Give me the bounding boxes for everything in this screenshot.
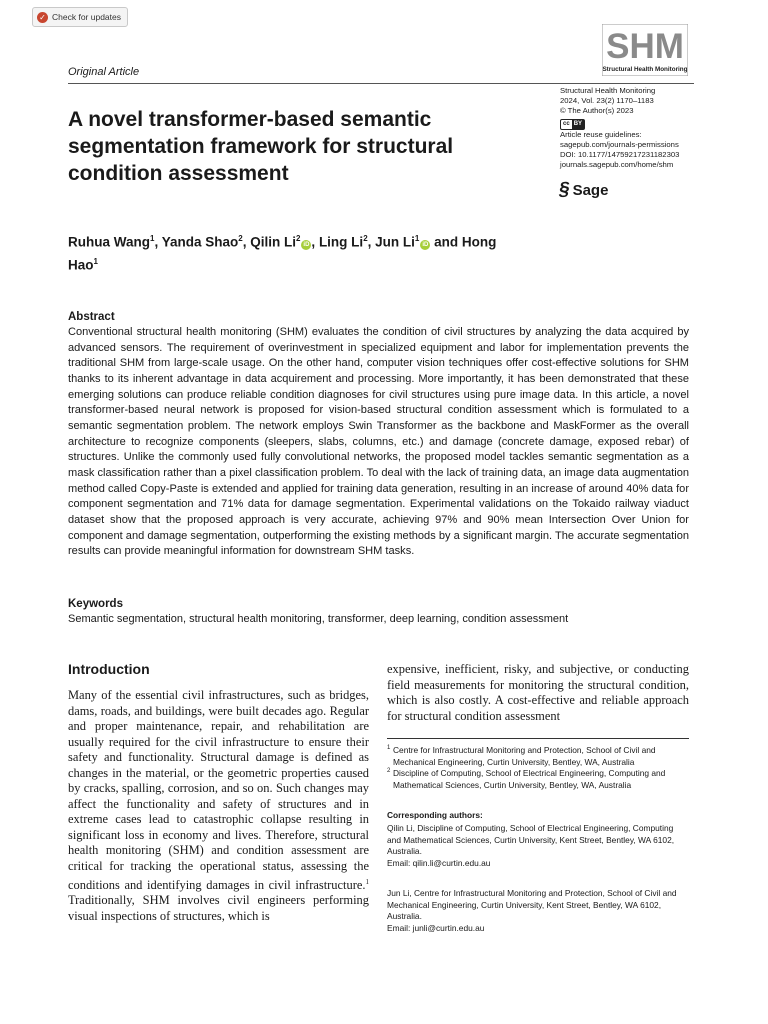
paper-title: A novel transformer-based semantic segmentation framework for structural condition assessment	[68, 108, 454, 185]
keywords-text: Semantic segmentation, structural health monitoring, transformer, deep learning, condition assessment	[68, 613, 569, 625]
copyright: © The Author(s) 2023	[560, 106, 634, 116]
author-name: Ruhua Wang	[68, 234, 150, 250]
author-affiliation-sup: 1	[93, 256, 98, 266]
intro-text-a: Many of the essential civil infrastructures, such as bridges, dams, roads, and buildings, were built decades ago. Regular and proper maintenance, repair, and rehabilitation are usually required for the civil infrastructure to ensure their safety and functionality. Structural damage is defined as changes in the material, or the geometric properties caused by cracks, spalling, corrosion, and so on. Such changes may affect the functionality and safety of structures and in extreme cases lead to catastrophic collapse resulting in significant loss in economy and lives. Therefore, structural health monitoring (SHM) and condition assessment are critical for tracking the operational status, assessing the conditions and identifying damages in civil infrastructure.	[68, 688, 369, 892]
abstract-heading: Abstract	[68, 311, 115, 323]
affiliation-item	[387, 768, 689, 791]
journal-link[interactable]: journals.sagepub.com/home/shm	[560, 160, 674, 170]
author-name: Jun Li	[375, 234, 415, 250]
check-for-updates-label: Check for updates	[52, 12, 121, 22]
logo-text: SHM	[606, 27, 684, 66]
journal-name: Structural Health Monitoring	[560, 86, 656, 95]
author-affiliation-sup: 1	[150, 234, 155, 243]
affiliation-sup: 2	[387, 768, 391, 775]
introduction-left-column	[68, 688, 369, 924]
abstract-text: Conventional structural health monitoring (SHM) evaluates the condition of civil structures by analyzing the data acquired by advanced sensors. The requirement of overinvestment in specialized equipment and labor for implementation prevents the traditional SHM from large-scale usage. On the other hand, computer vision techniques offer cost-effective solutions for SHM thanks to its inherent advantage in data acquirement and processing. More importantly, it has been demonstrated that these emerging solutions can produce reliable condition diagnoses for civil structures using pure image data. In this article, a novel transformer-based neural network is proposed for vision-based structural condition assessment which is formulated to a semantic segmentation problem. The network employs Swin Transformer as the backbone and MaskFormer as the overall architecture to recognize components (sleepers, slabs, columns, etc.) and damage (concrete damage, exposed rebar) of structures. Unlike the commonly used fully convolutional networks, the proposed model tackles semantic segmentation as a mask classification rather than a pixel classification problem. To deal with the lack of training data, an image data augmentation method called Copy-Paste is extended and applied for training data generation, resulting in an increase of around 40% data for component segmentation and 71% data for damage segmentation. Experimental validations on the Tokaido railway viaduct dataset show that the proposed approach is very accurate, achieving 97% and 90% mean Intersection Over Union for component and damage segmentation, outperforming the existing methods by a significant margin. The accurate segmentation results can provide meaningful information for downstream SHM tasks.	[68, 326, 689, 558]
publisher-name: Sage	[572, 181, 609, 199]
author-list	[68, 229, 528, 274]
author-separator: ,	[311, 234, 319, 250]
corresponding-email-1[interactable]: Email: qilin.li@curtin.edu.au	[387, 857, 491, 868]
author-name: Hong Hao	[68, 234, 497, 272]
journal-logo	[602, 24, 688, 76]
reuse-link[interactable]: sagepub.com/journals-permissions	[560, 139, 679, 149]
journal-info	[560, 86, 710, 170]
intro-text-b: Traditionally, SHM involves civil engineers performing visual inspections of structures, which is	[68, 893, 369, 923]
cc-label: cc	[563, 120, 570, 127]
corresponding-address-1: Qilin Li, Discipline of Computing, School of Electrical Engineering, Computing and Mathematical Sciences, Curtin University, Kent Street, Bentley, WA 6102, Australia.	[387, 823, 675, 857]
affiliation-text: Centre for Infrastructural Monitoring and Protection, School of Civil and Mechanical Engineering, Curtin University, Bentley, WA, Australia	[393, 745, 656, 767]
affiliation-text: Discipline of Computing, School of Electrical Engineering, Computing and Mathematical Sciences, Curtin University, Bentley, WA, Australia	[393, 768, 666, 790]
volume-line: 2024, Vol. 23(2) 1170–1183	[560, 96, 654, 106]
author-separator: ,	[154, 234, 162, 250]
reuse-label: Article reuse guidelines:	[560, 129, 642, 139]
author-separator: ,	[367, 234, 376, 250]
by-label: BY	[573, 120, 583, 127]
update-check-icon: ✓	[37, 12, 48, 23]
logo-subtitle: Structural Health Monitoring	[602, 66, 688, 73]
corresponding-author-1	[387, 823, 689, 869]
footnote-divider	[387, 738, 689, 739]
check-for-updates-button[interactable]	[32, 7, 128, 27]
citation-ref[interactable]: 1	[365, 877, 369, 886]
introduction-heading: Introduction	[68, 661, 150, 677]
orcid-icon[interactable]: iD	[303, 241, 310, 248]
author-name: Qilin Li	[250, 234, 296, 250]
introduction-right-column: expensive, inefficient, risky, and subjective, or conducting field measurements for monitoring the structural condition, which is also costly. A cost-effective and reliable approach for structural condition assessment	[387, 662, 689, 723]
author-affiliation-sup: 1	[414, 234, 420, 243]
author-affiliation-sup: 2	[238, 234, 243, 243]
affiliations	[387, 745, 689, 791]
author-separator: ,	[242, 234, 251, 250]
cc-license-icon[interactable]	[560, 119, 585, 130]
article-type: Original Article	[68, 66, 140, 78]
publisher-logo	[559, 179, 608, 201]
orcid-icon[interactable]: iD	[422, 241, 429, 248]
affiliation-sup: 1	[387, 745, 391, 751]
doi-link[interactable]: DOI: 10.1177/14759217231182303	[560, 150, 680, 160]
corresponding-email-2[interactable]: Email: junli@curtin.edu.au	[387, 922, 485, 933]
affiliation-item	[387, 745, 689, 768]
header-divider	[68, 83, 694, 84]
author-separator: and	[430, 234, 462, 250]
sage-s-icon: §	[557, 179, 572, 200]
author-name: Ling Li	[318, 234, 364, 250]
keywords-heading: Keywords	[68, 598, 123, 610]
author-name: Yanda Shao	[161, 234, 239, 250]
author-affiliation-sup: 2	[295, 234, 301, 243]
corresponding-heading: Corresponding authors:	[387, 810, 483, 820]
corresponding-address-2: Jun Li, Centre for Infrastructural Monitoring and Protection, School of Civil and Mechanical Engineering, Curtin University, Kent Street, Bentley, WA 6102, Australia.	[387, 888, 677, 922]
author-affiliation-sup: 2	[363, 234, 368, 243]
corresponding-author-2	[387, 888, 689, 934]
